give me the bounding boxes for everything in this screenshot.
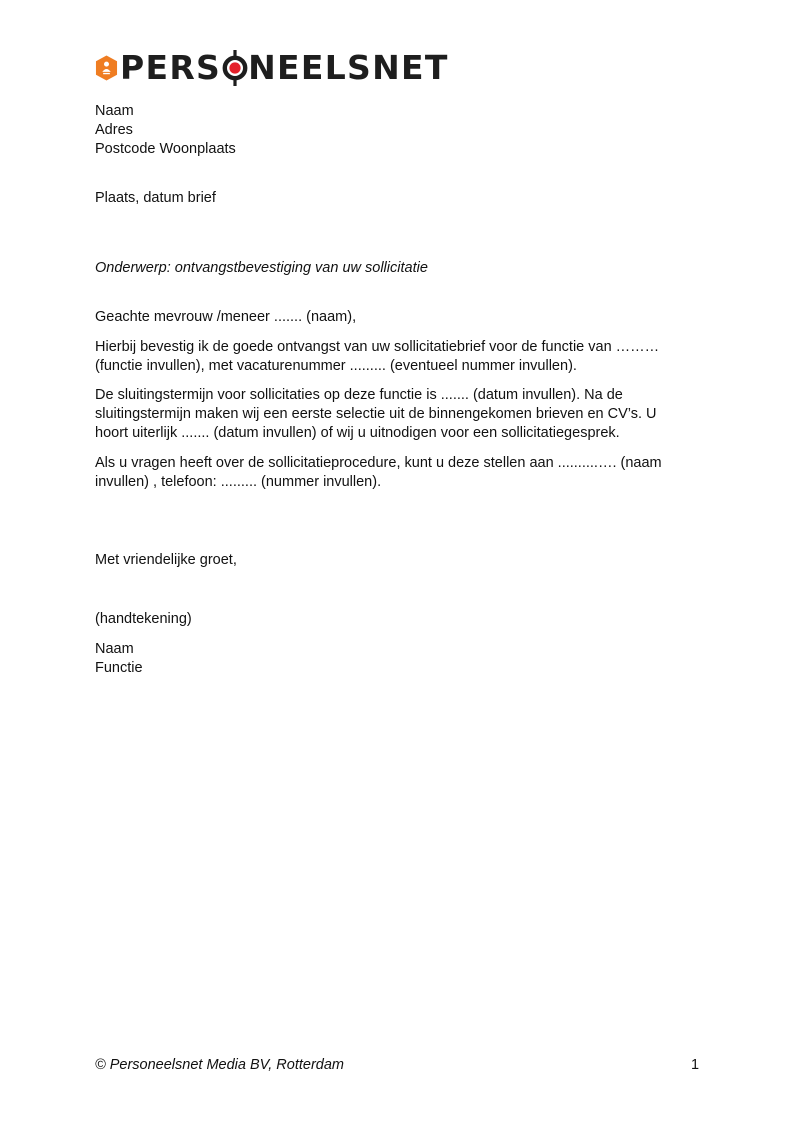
paragraph-2-line-3: hoort uiterlijk ....... (datum invullen) of wij u uitnodigen voor een sollicitatiegesprek.: [95, 425, 620, 441]
logo-wordmark: [120, 50, 449, 86]
address-street: Adres: [95, 122, 133, 138]
subject-text: Onderwerp: ontvangstbevestiging van uw sollicitatie: [95, 260, 428, 276]
recipient-address: [95, 102, 705, 159]
address-name: Naam: [95, 103, 134, 119]
salutation-text: Geachte mevrouw /meneer ....... (naam),: [95, 309, 357, 325]
signer-name: Naam: [95, 641, 134, 657]
signer-details: [95, 640, 705, 678]
signature: [95, 610, 705, 629]
paragraph-3: [95, 454, 705, 492]
personeelsnet-logo: [95, 50, 449, 86]
paragraph-2: [95, 386, 705, 443]
red-target-o-icon: [222, 50, 248, 86]
paragraph-1-line-1: Hierbij bevestig ik de goede ontvangst van uw sollicitatiebrief voor de functie van ………: [95, 339, 660, 355]
paragraph-3-line-2: invullen) , telefoon: ......... (nummer invullen).: [95, 474, 382, 490]
paragraph-2-line-2: sluitingstermijn maken wij een eerste selectie uit de binnengekomen brieven en CV’s. U: [95, 406, 657, 422]
logo-text-end: NEELSNET: [248, 48, 449, 87]
subject-line: [95, 259, 705, 278]
page-number: 1: [691, 1057, 700, 1073]
orange-hexagon-person-icon: [95, 55, 118, 81]
footer-copyright: © Personeelsnet Media BV, Rotterdam: [95, 1057, 344, 1073]
address-postcode-city: Postcode Woonplaats: [95, 141, 236, 157]
signature-placeholder: (handtekening): [95, 611, 192, 627]
paragraph-2-line-1: De sluitingstermijn voor sollicitaties op deze functie is ....... (datum invullen). Na de: [95, 387, 623, 403]
salutation: [95, 308, 705, 327]
logo-text-start: PERS: [120, 48, 222, 87]
paragraph-3-line-1: Als u vragen heeft over de sollicitatieprocedure, kunt u deze stellen aan ..........…. (naam: [95, 455, 662, 471]
closing: [95, 551, 705, 570]
closing-text: Met vriendelijke groet,: [95, 552, 237, 568]
place-date: [95, 189, 705, 208]
paragraph-1-line-2: (functie invullen), met vacaturenummer ......... (eventueel nummer invullen).: [95, 358, 577, 374]
paragraph-1: [95, 338, 705, 376]
place-date-text: Plaats, datum brief: [95, 190, 216, 206]
signer-role: Functie: [95, 660, 143, 676]
